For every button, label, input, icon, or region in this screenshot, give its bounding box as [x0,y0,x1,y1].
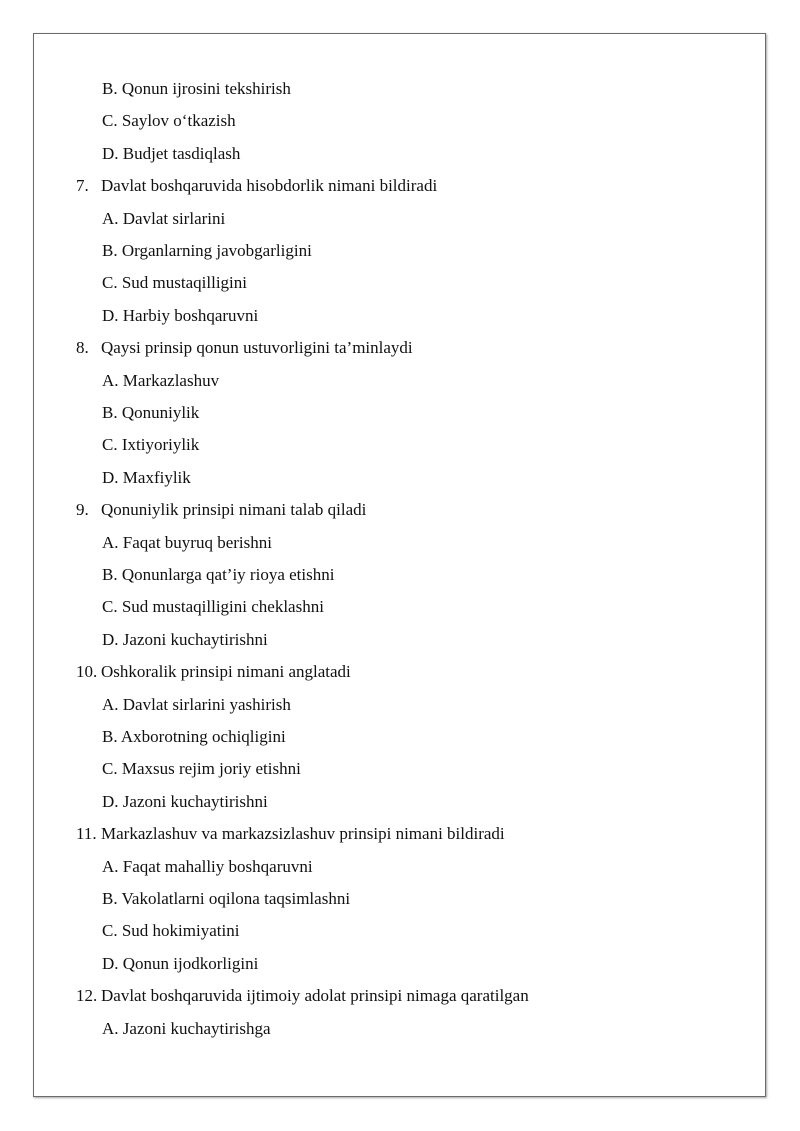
answer-option: C. Saylov o‘tkazish [102,111,236,131]
answer-option: B. Axborotning ochiqligini [102,727,286,746]
question-number: 12. [76,986,98,1006]
question-line [76,662,351,682]
question-line [76,176,437,196]
answer-option: D. Maxfiylik [102,467,191,487]
answer-option: C. Ixtiyoriylik [102,435,200,455]
document-page [33,33,766,1097]
answer-option: C. Sud mustaqilligini cheklashni [102,597,324,617]
question-line [76,824,505,844]
answer-option: C. Sud mustaqilligini [102,273,247,293]
question-number: 9. [76,500,89,520]
answer-option: D. Jazoni kuchaytirishni [102,629,268,649]
answer-option: D. Jazoni kuchaytirishni [102,791,268,811]
answer-option: A. Faqat buyruq berishni [102,532,272,552]
question-line [76,500,366,520]
question-text: Qonuniylik prinsipi nimani talab qiladi [101,500,367,520]
answer-option: B. Qonun ijrosini tekshirish [102,79,291,98]
answer-option: A. Markazlashuv [102,370,220,390]
question-text: Oshkoralik prinsipi nimani anglatadi [101,662,351,682]
answer-option: B. Vakolatlarni oqilona taqsimlashni [102,889,351,908]
question-number: 7. [76,176,89,196]
answer-option: B. Organlarning javobgarligini [102,241,312,260]
answer-option: D. Harbiy boshqaruvni [102,305,259,325]
answer-option: D. Budjet tasdiqlash [102,143,241,163]
question-number: 11. [76,824,97,844]
question-text: Davlat boshqaruvida hisobdorlik nimani bildiradi [101,176,438,196]
answer-option: B. Qonuniylik [102,403,200,422]
question-number: 10. [76,662,98,682]
question-line [76,986,529,1006]
answer-option: A. Jazoni kuchaytirishga [102,1018,271,1038]
answer-option: D. Qonun ijodkorligini [102,953,259,973]
question-text: Davlat boshqaruvida ijtimoiy adolat prinsipi nimaga qaratilgan [101,986,529,1006]
question-text: Markazlashuv va markazsizlashuv prinsipi nimani bildiradi [101,824,505,844]
answer-option: A. Faqat mahalliy boshqaruvni [102,856,313,876]
question-text: Qaysi prinsip qonun ustuvorligini ta’minlaydi [101,338,413,358]
answer-option: A. Davlat sirlarini [102,208,226,228]
answer-option: B. Qonunlarga qat’iy rioya etishni [102,565,335,584]
question-number: 8. [76,338,89,358]
answer-option: C. Sud hokimiyatini [102,921,240,941]
answer-option: A. Davlat sirlarini yashirish [102,694,291,714]
question-line [76,338,413,358]
answer-option: C. Maxsus rejim joriy etishni [102,759,301,779]
